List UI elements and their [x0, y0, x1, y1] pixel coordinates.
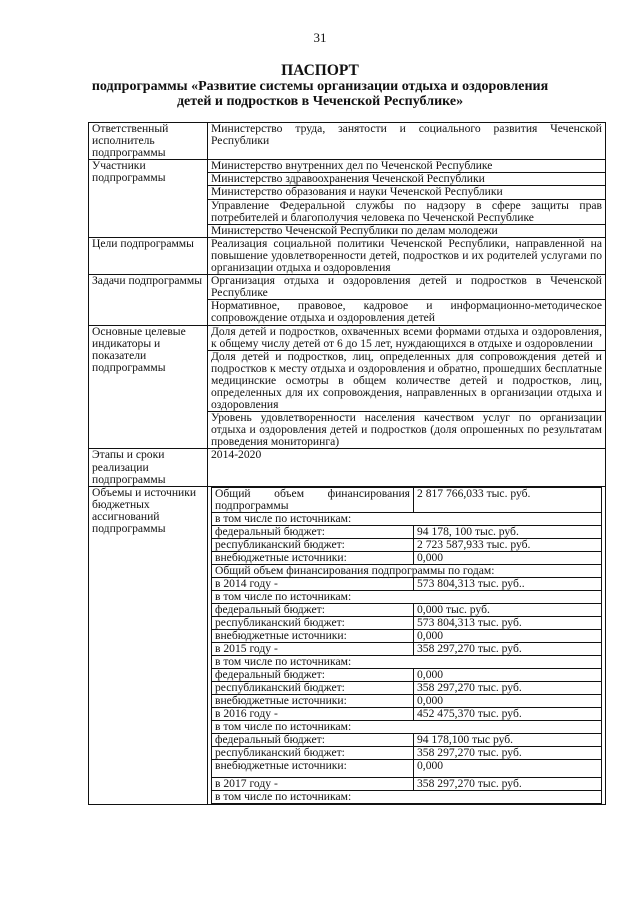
title-heading: ПАСПОРТ [281, 62, 359, 79]
total-funding-label: Общий объем финансирования подпрограммы [212, 487, 414, 512]
row-goals [89, 237, 606, 274]
by-years-label: Общий объем финансирования подпрограммы по годам: [212, 564, 602, 577]
task-item: Организация отдыха и оздоровления детей и подростков в Чеченской Республике [208, 275, 606, 300]
extra-budget-value: 0,000 [414, 694, 602, 707]
by-sources-label: в том числе по источникам: [212, 655, 602, 668]
year-value: 573 804,313 тыс. руб.. [414, 577, 602, 590]
row-label: Основные целевые индикаторы и показатели подпрограммы [89, 325, 208, 449]
document-title [40, 62, 600, 109]
participant-item: Управление Федеральной службы по надзору в сфере защиты прав потребителей и благополучия человека по Чеченской Республике [208, 199, 606, 224]
republic-value: 358 297,270 тыс. руб. [414, 746, 602, 759]
republic-label: республиканский бюджет: [212, 616, 414, 629]
row-label: Объемы и источники бюджетных ассигнований подпрограммы [89, 486, 208, 804]
federal-label: федеральный бюджет: [212, 733, 414, 746]
federal-value: 94 178, 100 тыс. руб. [414, 525, 602, 538]
participant-item: Министерство образования и науки Чеченской Республики [208, 186, 606, 199]
participant-item: Министерство внутренних дел по Чеченской Республике [208, 160, 606, 173]
row-label: Ответственный исполнитель подпрограммы [89, 123, 208, 160]
row-value: Реализация социальной политики Чеченской Республики, направленной на повышение удовлетворенности детей, подростков и их родителей услугами по организации отдыха и оздоровления [208, 237, 606, 274]
page-number: 31 [313, 30, 327, 45]
indicator-item: Доля детей и подростков, охваченных всеми формами отдыха и оздоровления, к общему числу детей от 6 до 15 лет, нуждающихся в отдыхе и оздоровлении [208, 325, 606, 350]
federal-value: 0,000 тыс. руб. [414, 603, 602, 616]
total-funding-value: 2 817 766,033 тыс. руб. [414, 487, 602, 512]
row-value: 2014-2020 [208, 449, 606, 486]
republic-value: 573 804,313 тыс. руб. [414, 616, 602, 629]
row-label: Задачи подпрограммы [89, 275, 208, 325]
extra-budget-label: внебюджетные источники: [212, 551, 414, 564]
extra-budget-value: 0,000 [414, 551, 602, 564]
participant-item: Министерство здравоохранения Чеченской Республики [208, 173, 606, 186]
extra-budget-value: 0,000 [414, 759, 602, 777]
by-sources-label: в том числе по источникам: [212, 720, 602, 733]
republic-label: республиканский бюджет: [212, 681, 414, 694]
row-funding [89, 486, 606, 804]
participant-item: Министерство Чеченской Республики по делам молодежи [208, 224, 606, 237]
row-responsible [89, 123, 606, 160]
year-label: в 2016 году - [212, 707, 414, 720]
indicator-item: Доля детей и подростков, лиц, определенных для сопровождения детей и подростков к месту отдыха и оздоровления и обратно, прошедших бесплатные медицинские осмотры в общем количестве детей и подростков, лиц, определенных для их сопровождения, направленных в организации отдыха и оздоровления [208, 350, 606, 411]
title-line-2: детей и подростков в Чеченской Республике» [176, 94, 464, 109]
by-sources-label: в том числе по источникам: [212, 590, 602, 603]
row-participants [89, 160, 606, 173]
row-label: Этапы и сроки реализации подпрограммы [89, 449, 208, 486]
federal-label: федеральный бюджет: [212, 525, 414, 538]
funding-table [211, 487, 602, 804]
federal-value: 0,000 [414, 668, 602, 681]
extra-budget-label: внебюджетные источники: [212, 629, 414, 642]
federal-value: 94 178,100 тыс руб. [414, 733, 602, 746]
row-tasks [89, 275, 606, 300]
row-indicators [89, 325, 606, 350]
row-stages [89, 449, 606, 486]
year-value: 452 475,370 тыс. руб. [414, 707, 602, 720]
year-value: 358 297,270 тыс. руб. [414, 642, 602, 655]
federal-label: федеральный бюджет: [212, 603, 414, 616]
passport-table [88, 122, 606, 805]
extra-budget-value: 0,000 [414, 629, 602, 642]
extra-budget-label: внебюджетные источники: [212, 759, 414, 777]
row-label: Цели подпрограммы [89, 237, 208, 274]
title-line-1: подпрограммы «Развитие системы организации отдыха и оздоровления [91, 79, 549, 94]
republic-label: республиканский бюджет: [212, 746, 414, 759]
federal-label: федеральный бюджет: [212, 668, 414, 681]
row-value: Министерство труда, занятости и социального развития Чеченской Республики [208, 123, 606, 160]
republic-label: республиканский бюджет: [212, 538, 414, 551]
by-sources-label: в том числе по источникам: [212, 512, 602, 525]
row-label: Участники подпрограммы [89, 160, 208, 238]
task-item: Нормативное, правовое, кадровое и информационно-методическое сопровождение отдыха и оздоровления детей [208, 300, 606, 325]
republic-value: 358 297,270 тыс. руб. [414, 681, 602, 694]
year-label: в 2014 году - [212, 577, 414, 590]
by-sources-label: в том числе по источникам: [212, 790, 602, 803]
indicator-item: Уровень удовлетворенности населения качеством услуг по организации отдыха и оздоровления детей и подростков (доля опрошенных по результатам проведения мониторинга) [208, 412, 606, 449]
republic-value: 2 723 587,933 тыс. руб. [414, 538, 602, 551]
funding-table-cell [208, 486, 606, 804]
extra-budget-label: внебюджетные источники: [212, 694, 414, 707]
year-label: в 2017 году - [212, 777, 414, 790]
year-value: 358 297,270 тыс. руб. [414, 777, 602, 790]
year-label: в 2015 году - [212, 642, 414, 655]
